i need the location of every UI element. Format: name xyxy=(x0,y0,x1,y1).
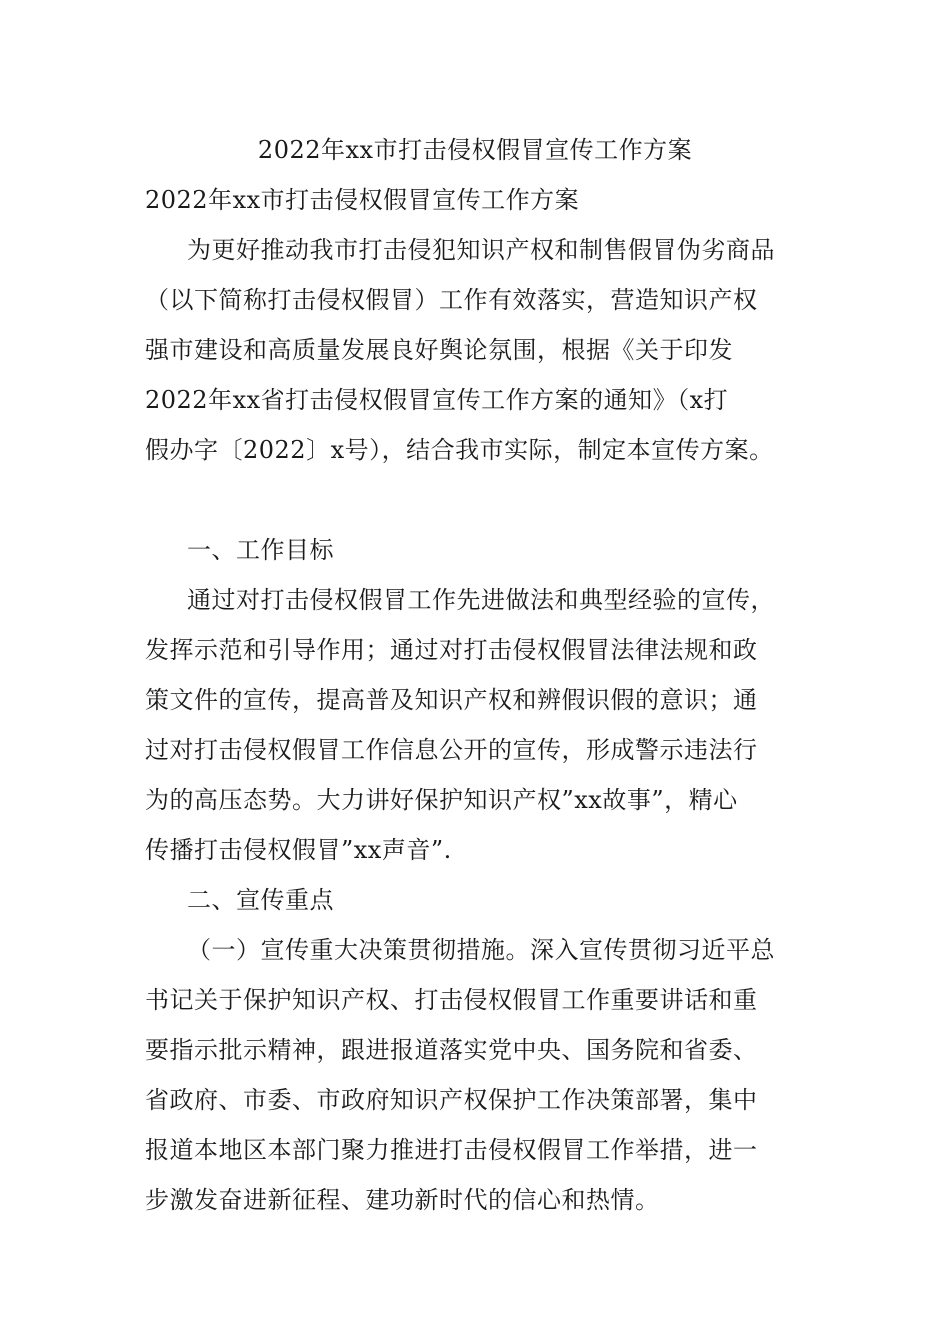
section2-line: 书记关于保护知识产权、打击侵权假冒工作重要讲话和重 xyxy=(145,986,758,1014)
intro-line: 假办字〔2022〕x号），结合我市实际，制定本宣传方案。 xyxy=(145,436,774,464)
section2-line: 要指示批示精神，跟进报道落实党中央、国务院和省委、 xyxy=(145,1036,758,1064)
section2-line: （一）宣传重大决策贯彻措施。深入宣传贯彻习近平总 xyxy=(187,936,775,964)
section2-line: 省政府、市委、市政府知识产权保护工作决策部署，集中 xyxy=(145,1086,758,1114)
section2-line: 步激发奋进新征程、建功新时代的信心和热情。 xyxy=(145,1186,660,1214)
section1-line: 策文件的宣传，提高普及知识产权和辨假识假的意识；通 xyxy=(145,686,758,714)
intro-line: 强市建设和高质量发展良好舆论氛围，根据《关于印发 xyxy=(145,336,733,364)
section1-line: 发挥示范和引导作用；通过对打击侵权假冒法律法规和政 xyxy=(145,636,758,664)
section2-heading: 二、宣传重点 xyxy=(187,886,334,914)
section1-heading: 一、工作目标 xyxy=(187,536,334,564)
intro-line: （以下简称打击侵权假冒）工作有效落实，营造知识产权 xyxy=(145,286,758,314)
section1-line: 为的高压态势。大力讲好保护知识产权”xx故事”，精心 xyxy=(145,786,738,814)
section2-line: 报道本地区本部门聚力推进打击侵权假冒工作举措，进一 xyxy=(145,1136,758,1164)
intro-line: 2022年xx省打击侵权假冒宣传工作方案的通知》（x打 xyxy=(145,386,729,414)
section1-line: 传播打击侵权假冒”xx声音”. xyxy=(145,836,452,864)
section1-line: 通过对打击侵权假冒工作先进做法和典型经验的宣传， xyxy=(187,586,775,614)
document-subtitle: 2022年xx市打击侵权假冒宣传工作方案 xyxy=(145,186,580,214)
intro-line: 为更好推动我市打击侵犯知识产权和制售假冒伪劣商品 xyxy=(187,236,775,264)
document-title: 2022年xx市打击侵权假冒宣传工作方案 xyxy=(257,136,693,164)
section1-line: 过对打击侵权假冒工作信息公开的宣传，形成警示违法行 xyxy=(145,736,758,764)
